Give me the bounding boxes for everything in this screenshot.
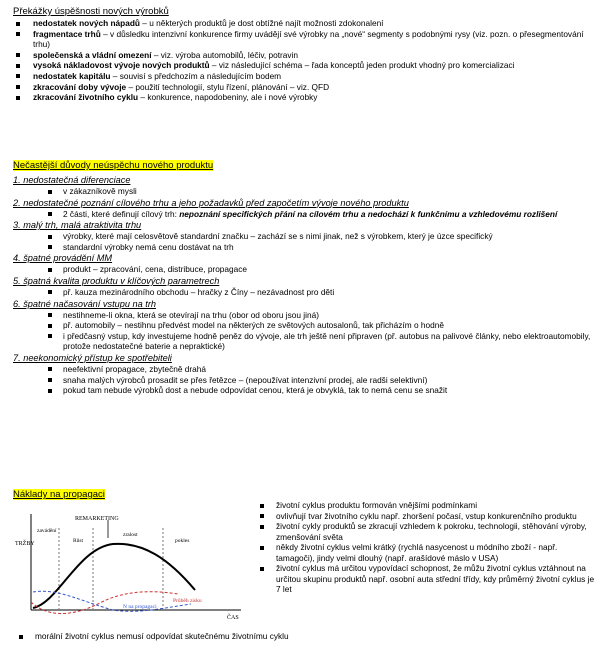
list-item: [13, 60, 599, 71]
reason-title: 4. špatné provádění MM: [13, 253, 113, 264]
list-item-text: morální životní cyklus nemusí odpovídat skutečnému životnímu cyklu: [35, 631, 289, 641]
reason-title: 6. špatné načasování vstupu na trh: [13, 298, 157, 309]
list-item: [13, 82, 599, 93]
list-item: [13, 50, 599, 61]
x-axis-label: ČAS: [227, 615, 239, 620]
reason-title: 5. špatná kvalita produktu v klíčových parametrech: [13, 275, 220, 286]
list-item: [13, 71, 599, 82]
section-final-note: [13, 631, 599, 642]
promotion-curve: [33, 591, 191, 611]
list-item-term: nedostatek kapitálu: [33, 70, 111, 81]
reason-list: [13, 287, 599, 298]
reason-title: 2. nedostatečné poznání cílového trhu a jeho požadavků před započetím vývoje nového produktu: [13, 197, 409, 208]
phase-label: zavádění: [37, 528, 57, 534]
reason-list: [13, 310, 599, 352]
list-item-text: – použití technologií, stylu řízení, plánování – viz. QFD: [126, 81, 330, 92]
list-item: pokud tam nebude výrobků dost a nebude odpovídat cenou, která je obvyklá, tak to nemá cenu se snažit: [13, 385, 599, 396]
reason-title: 3. malý trh, malá atraktivita trhu: [13, 220, 142, 231]
promotion-label: N na propagaci: [123, 604, 157, 610]
list-item: [13, 29, 599, 50]
list-item-term: fragmentace trhů: [33, 28, 101, 39]
profit-label: Průběh zisku: [173, 598, 202, 604]
list-item-term: vysoká nákladovost vývoje nových produktů: [33, 60, 210, 71]
failure-groups: [13, 175, 599, 396]
remarketing-label: REMARKETING: [75, 516, 119, 522]
list-item: [13, 209, 599, 220]
phase-label: Růst: [73, 538, 84, 544]
list-item: výrobky, které mají celosvětově standardní značku – zachází se s nimi jinak, než s výrobkem, který je úzce specifický: [13, 231, 599, 242]
list-item: nestihneme-li okna, která se otevírají na trhu (obor od oboru jsou jiná): [13, 310, 599, 321]
list-item: [13, 18, 599, 29]
reason-list: [13, 364, 599, 396]
list-item: někdy životní cyklus velmi krátký (rychlá nasycenost u módního zboží - např. tamagoči), jindy velmi dlouhý (např. arašídové máslo v USA): [258, 542, 596, 563]
reason-title: 7. neekonomický přístup ke spotřebiteli: [13, 352, 172, 363]
list-item-text: – viz. výroba automobilů, léčiv, potravin: [151, 49, 299, 60]
list-item-text: 2 části, které definují cílový trh:: [63, 208, 180, 219]
section-failure-reasons: [13, 155, 599, 396]
list-item: [13, 631, 599, 642]
list-item: životní cyklus má určitou vypovídací schopnost, že můžu životní cyklus vztáhnout na určitou skupinu produktů např. osobní auta střední třídy, kdy průměrný životní cyklus je 7 let: [258, 563, 596, 595]
list-item-term: společenská a vládní omezení: [33, 49, 152, 60]
obstacles-list: [13, 18, 599, 103]
section-heading: Překážky úspěšnosti nových výrobků: [13, 6, 169, 17]
list-item: životní cyklus produktu formován vnějšími podmínkami: [258, 500, 596, 511]
list-item-text: – viz následující schéma – řada konceptů jeden produkt vhodný pro komercializaci: [209, 60, 515, 71]
list-item: př. automobily – nestihnu předvést model na některých ze světových autosalonů, tak přicházím o hodně: [13, 320, 599, 331]
list-item: [13, 92, 599, 103]
list-item: standardní výrobky nemá cenu dostávat na trh: [13, 242, 599, 253]
reason-title: 1. nedostatečná diferenciace: [13, 175, 131, 185]
list-item: ovlivňují tvar životního cyklu např. zhoršení počasí, vstup konkurenčního produktu: [258, 511, 596, 522]
list-item: př. kauza mezinárodního obchodu – hračky z Číny – nezávadnost pro děti: [13, 287, 599, 298]
reason-list: [13, 186, 599, 197]
promotion-notes: [258, 500, 596, 595]
section-heading: Náklady na propagaci: [13, 489, 105, 500]
list-item: snaha malých výrobců prosadit se přes řetězce – (nepoužívat intenzivní prodej, ale radši selektivní): [13, 375, 599, 386]
list-item: produkt – zpracování, cena, distribuce, propagace: [13, 264, 599, 275]
reason-list: [13, 231, 599, 252]
list-item-term: zkracování doby vývoje: [33, 81, 127, 92]
promotion-notes-list: [258, 500, 596, 595]
lifecycle-diagram: [13, 508, 245, 620]
reason-list: [13, 264, 599, 275]
section-heading: Nečastější důvody neúspěchu nového produktu: [13, 160, 214, 171]
reason-list: [13, 209, 599, 220]
list-item-text: – souvisí s předchozím a následujícím bodem: [110, 70, 282, 81]
list-item-text: – u některých produktů je dost obtížné najít možnosti zdokonalení: [139, 18, 384, 28]
list-item-emphasis: nepoznání specifických přání na cílovém trhu a nedochází k funkčnímu a vzhledovému rozlišení: [179, 208, 558, 219]
sales-curve: [33, 544, 195, 608]
list-item-term: nedostatek nových nápadů: [33, 18, 140, 28]
list-item: i předčasný vstup, kdy investujeme hodně peněz do vývoje, ale trh ještě není připraven (př. autobus na palivové články, nebo elektroautomobily, protože nedostatečné baterie a nepraktické): [13, 331, 599, 352]
y-axis-label: TRŽBY: [15, 541, 35, 547]
list-item-text: – konkurence, napodobeniny, ale i nové výrobky: [138, 92, 318, 103]
phase-label: pokles: [175, 538, 190, 544]
list-item: neefektivní propagace, zbytečně drahá: [13, 364, 599, 375]
phase-label: zralost: [123, 532, 138, 538]
list-item: v zákazníkově mysli: [13, 186, 599, 197]
list-item-term: zkracování životního cyklu: [33, 92, 139, 103]
list-item: životní cykly produktů se zkracují vzhledem k pokroku, technologii, stěhování výroby, zmenšování světa: [258, 521, 596, 542]
section-obstacles: [13, 6, 599, 103]
list-item-text: – v důsledku intenzivní konkurence firmy uvádějí své výrobky na „nové“ segmenty s podobnými rysy (viz. pozn. o přesegmentování trhu): [33, 28, 584, 50]
